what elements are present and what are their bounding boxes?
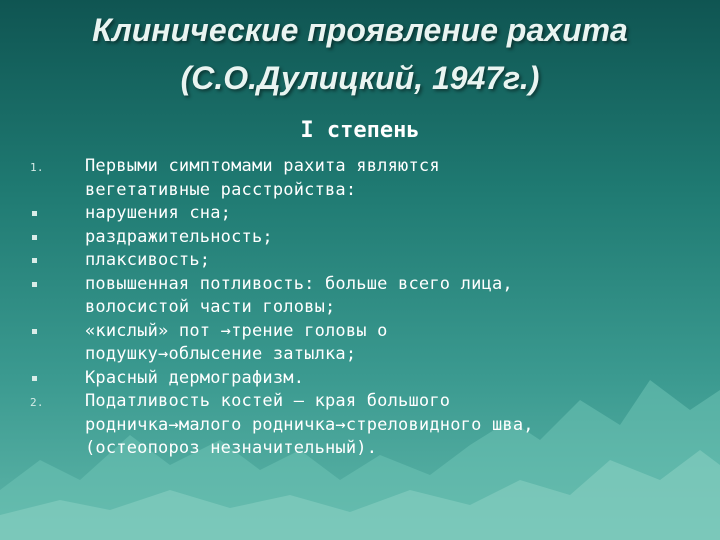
list-item-text: подушку→облысение затылка; bbox=[85, 344, 357, 364]
list-number: 2. bbox=[30, 396, 44, 409]
bullet-square-icon bbox=[32, 282, 37, 287]
list-item bbox=[30, 155, 710, 202]
list-item-text: Податливость костей – края большого bbox=[85, 391, 451, 411]
bullet-square-icon bbox=[32, 235, 37, 240]
list-item bbox=[30, 249, 710, 273]
title-line-1: Клинические проявление рахита bbox=[92, 12, 628, 48]
list-item bbox=[30, 273, 710, 320]
bullet-square-icon bbox=[32, 329, 37, 334]
list-item-text: Красный дермографизм. bbox=[85, 367, 305, 388]
bullet-square-icon bbox=[32, 211, 37, 216]
list-item-text: волосистой части головы; bbox=[85, 297, 336, 317]
title-line-2: (С.О.Дулицкий, 1947г.) bbox=[180, 60, 540, 96]
list-item-text: (остеопороз незначительный). bbox=[85, 438, 378, 458]
content-list bbox=[30, 155, 710, 461]
list-item-text: «кислый» пот →трение головы о bbox=[85, 320, 388, 341]
list-item-text: Первыми симптомами рахита являются bbox=[85, 156, 440, 176]
list-item-text: плаксивость; bbox=[85, 250, 211, 270]
list-item bbox=[30, 367, 710, 391]
list-item-text: повышенная потливость: больше всего лица, bbox=[85, 273, 513, 294]
list-item-text: нарушения сна; bbox=[85, 203, 232, 223]
list-item bbox=[30, 226, 710, 250]
list-item bbox=[30, 202, 710, 226]
bullet-square-icon bbox=[32, 258, 37, 263]
bullet-square-icon bbox=[32, 376, 37, 381]
list-item bbox=[30, 390, 710, 461]
list-item-text: родничка→малого родничка→стреловидного шва, bbox=[85, 414, 534, 435]
list-number: 1. bbox=[30, 161, 44, 174]
slide-subtitle: I степень bbox=[300, 118, 420, 143]
slide-title bbox=[0, 6, 720, 102]
list-item bbox=[30, 320, 710, 367]
list-item-text: раздражительность; bbox=[85, 226, 273, 247]
list-item-text: вегетативные расстройства: bbox=[85, 179, 357, 200]
